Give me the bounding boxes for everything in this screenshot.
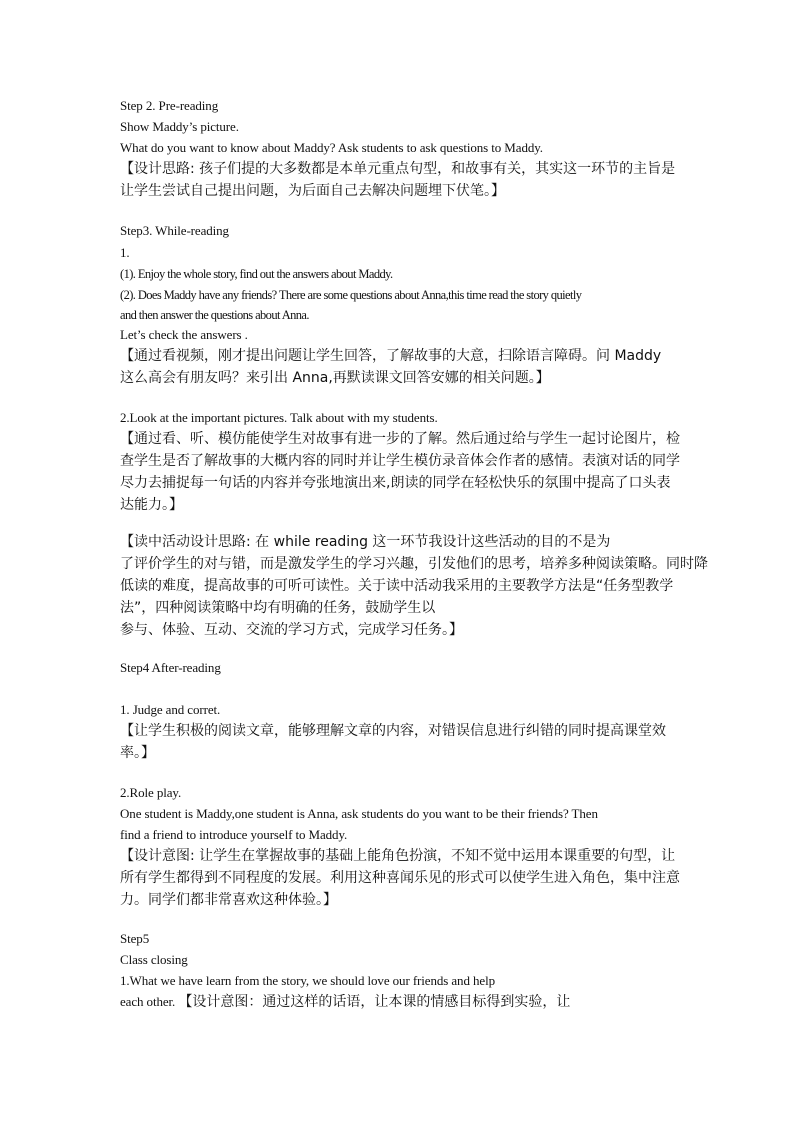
step3-line: Let’s check the answers . bbox=[120, 327, 248, 342]
step3-design-note: 【读中活动设计思路: 在 while reading 这一环节我设计这些活动的目的不是为 bbox=[120, 534, 611, 550]
step4-note: 【设计意图: 让学生在掌握故事的基础上能角色扮演，不知不觉中运用本课重要的句型，让 bbox=[120, 848, 676, 864]
step5-line-cn: 【设计意图：通过这样的话语，让本课的情感目标得到实验，让 bbox=[178, 994, 571, 1010]
step3-note: 查学生是否了解故事的大概内容的同时并让学生模仿录音体会作者的感情。表演对话的同学 bbox=[120, 453, 680, 469]
step2-heading: Step 2. Pre-reading bbox=[120, 98, 219, 113]
step4-line: 1. Judge and corret. bbox=[120, 702, 221, 717]
step3-line: 1. bbox=[120, 245, 130, 260]
step2-line: Show Maddy’s picture. bbox=[120, 119, 239, 134]
step4-note: 力。同学们都非常喜欢这种体验。】 bbox=[120, 892, 337, 908]
step5-line: Class closing bbox=[120, 952, 188, 967]
step4-line: One student is Maddy,one student is Anna, ask students do you want to be their friends? Then bbox=[120, 806, 598, 821]
step3-design-note: 了评价学生的对与错，而是激发学生的学习兴趣，引发他们的思考，培养多种阅读策略。同时降 bbox=[120, 556, 708, 572]
step3-line: (2). Does Maddy have any friends? There are some questions about Anna,this time read the story quietly bbox=[120, 288, 582, 302]
step3-design-note: 参与、体验、互动、交流的学习方式，完成学习任务。】 bbox=[120, 622, 463, 638]
step5-line bbox=[120, 992, 570, 1012]
step4-note: 所有学生都得到不同程度的发展。利用这种喜闻乐见的形式可以使学生进入角色，集中注意 bbox=[120, 870, 680, 886]
step4-line: 2.Role play. bbox=[120, 785, 182, 800]
step3-design-note: 法”，四种阅读策略中均有明确的任务，鼓励学生以 bbox=[120, 600, 436, 616]
step2-line: What do you want to know about Maddy? Ask students to ask questions to Maddy. bbox=[120, 140, 543, 155]
step2-note: 让学生尝试自己提出问题，为后面自己去解决问题埋下伏笔。】 bbox=[120, 183, 505, 199]
step3-note: 【通过看视频，刚才提出问题让学生回答，了解故事的大意，扫除语言障碍。问 Maddy bbox=[120, 348, 662, 364]
step3-note: 【通过看、听、模仿能使学生对故事有进一步的了解。然后通过给与学生一起讨论图片，检 bbox=[120, 431, 680, 447]
step3-design-note: 低读的难度，提高故事的可听可读性。关于读中活动我采用的主要教学方法是“任务型教学 bbox=[120, 578, 674, 594]
step4-note: 【让学生积极的阅读文章，能够理解文章的内容，对错误信息进行纠错的同时提高课堂效 bbox=[120, 723, 666, 739]
step5-line: 1.What we have learn from the story, we should love our friends and help bbox=[120, 973, 495, 988]
step4-note: 率。】 bbox=[120, 745, 155, 761]
step3-line: 2.Look at the important pictures. Talk about with my students. bbox=[120, 410, 438, 425]
step5-heading: Step5 bbox=[120, 931, 150, 946]
step3-line: (1). Enjoy the whole story, find out the answers about Maddy. bbox=[120, 267, 393, 281]
step4-line: find a friend to introduce yourself to Maddy. bbox=[120, 827, 348, 842]
step3-line: and then answer the questions about Anna. bbox=[120, 308, 309, 322]
step3-heading: Step3. While-reading bbox=[120, 223, 229, 238]
step3-note: 尽力去捕捉每一句话的内容并夸张地演出来,朗读的同学在轻松快乐的氛围中提高了口头表 bbox=[120, 475, 671, 491]
step2-note: 【设计思路: 孩子们提的大多数都是本单元重点句型，和故事有关，其实这一环节的主旨是 bbox=[120, 161, 676, 177]
step4-heading: Step4 After-reading bbox=[120, 660, 221, 675]
step3-note: 达能力。】 bbox=[120, 497, 183, 513]
step3-note: 这么高会有朋友吗？来引出 Anna,再默读课文回答安娜的相关问题。】 bbox=[120, 370, 550, 386]
step5-line-en: each other. bbox=[120, 994, 179, 1009]
